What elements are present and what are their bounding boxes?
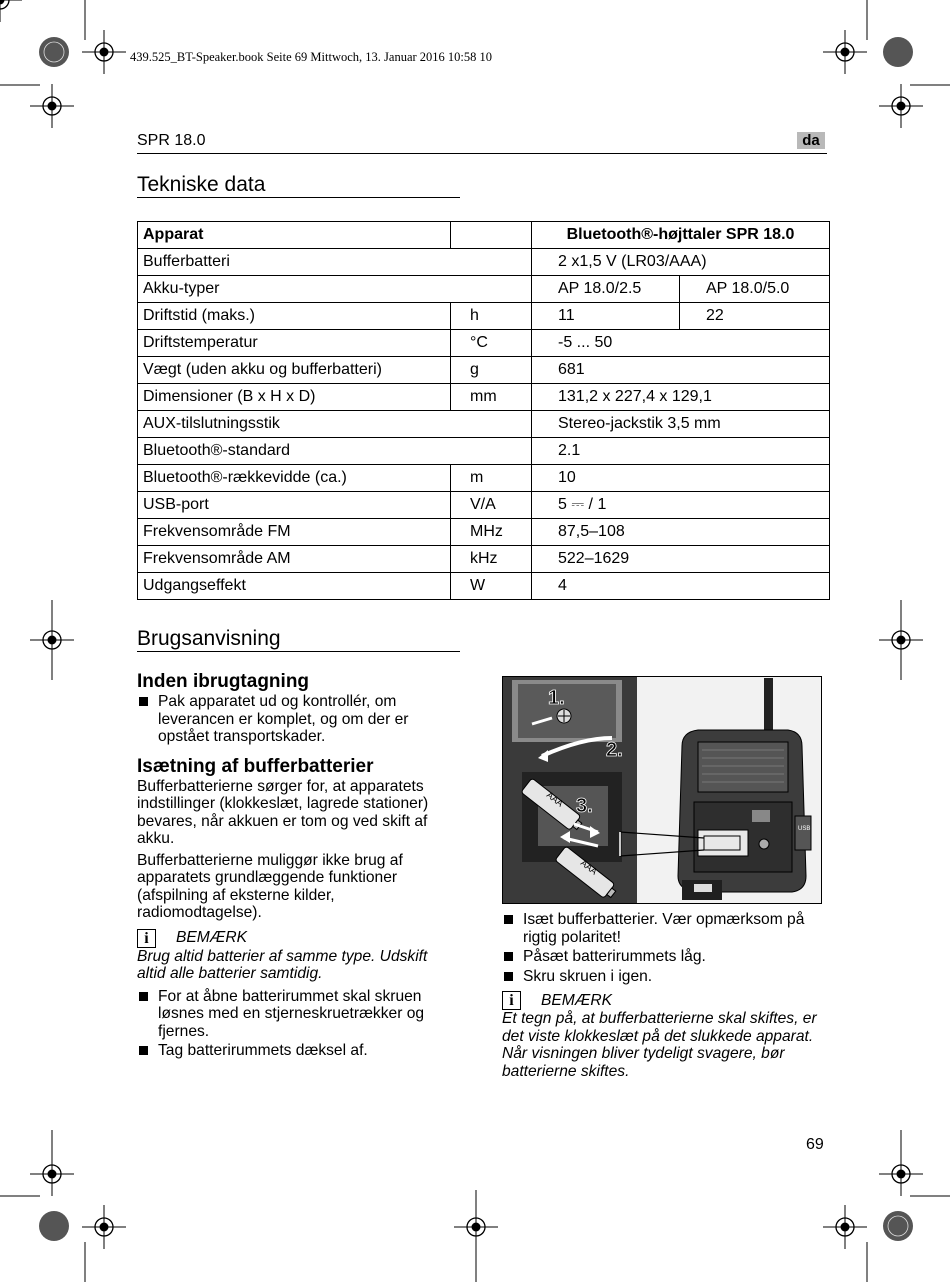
spec-unit: W — [451, 573, 532, 600]
table-row — [138, 573, 830, 600]
page-number: 69 — [806, 1136, 824, 1153]
spec-value: Bluetooth®-højttaler SPR 18.0 — [532, 222, 830, 249]
spec-unit: m — [451, 465, 532, 492]
spec-unit — [451, 222, 532, 249]
heading-first-use: Inden ibrugtagning — [137, 671, 310, 692]
spec-value: 681 — [532, 357, 830, 384]
spec-label: Driftstid (maks.) — [138, 303, 451, 330]
note-body: Brug altid batterier af samme type. Udskift altid alle batterier samtidig. — [137, 947, 428, 982]
spec-value: AP 18.0/2.5 — [532, 276, 680, 303]
info-icon: i — [502, 991, 521, 1010]
spec-value-2: AP 18.0/5.0 — [680, 276, 830, 303]
square-bullet-icon — [139, 697, 148, 706]
language-badge: da — [797, 132, 825, 149]
spec-label: Bluetooth®-rækkevidde (ca.) — [138, 465, 451, 492]
left-column — [137, 671, 457, 1060]
table-row — [138, 519, 830, 546]
note-body: Et tegn på, at bufferbatterierne skal skiftes, er det viste klokkeslæt på det slukkede apparat. Når visningen bliver tydeligt svagere, bør batterierne skiftes. — [502, 1010, 817, 1080]
spec-value: 522–1629 — [532, 546, 830, 573]
spec-unit: °C — [451, 330, 532, 357]
spec-value: 87,5–108 — [532, 519, 830, 546]
table-row — [138, 438, 830, 465]
battery-label: AAA — [578, 857, 600, 877]
spec-value-2: 22 — [680, 303, 830, 330]
spec-label: Frekvensområde AM — [138, 546, 451, 573]
spec-unit: g — [451, 357, 532, 384]
spec-label: Apparat — [138, 222, 451, 249]
spec-value: -5 ... 50 — [532, 330, 830, 357]
table-row — [138, 465, 830, 492]
print-info: 439.525_BT-Speaker.book Seite 69 Mittwoch, 13. Januar 2016 10:58 10 — [130, 50, 493, 64]
table-row — [138, 330, 830, 357]
battery-label: AAA — [544, 789, 566, 809]
square-bullet-icon — [504, 972, 513, 981]
note-header — [502, 991, 827, 1010]
tech-title-rule — [137, 197, 460, 198]
spec-unit: MHz — [451, 519, 532, 546]
spec-value: 2 x1,5 V (LR03/AAA) — [532, 249, 830, 276]
note-title: BEMÆRK — [176, 929, 248, 946]
square-bullet-icon — [504, 915, 513, 924]
spec-label: AUX-tilslutningsstik — [138, 411, 532, 438]
spec-label: Akku-typer — [138, 276, 532, 303]
table-row — [138, 249, 830, 276]
spec-unit: kHz — [451, 546, 532, 573]
spec-table — [137, 221, 830, 600]
manual-section-title: Brugsanvisning — [137, 627, 281, 650]
table-row — [138, 303, 830, 330]
spec-value: 5 ⎓ / 1 — [532, 492, 830, 519]
table-row — [138, 384, 830, 411]
spec-label: Bluetooth®-standard — [138, 438, 532, 465]
spec-label: Vægt (uden akku og bufferbatteri) — [138, 357, 451, 384]
header-model: SPR 18.0 — [137, 132, 206, 149]
square-bullet-icon — [504, 952, 513, 961]
table-row — [138, 357, 830, 384]
spec-value: 131,2 x 227,4 x 129,1 — [532, 384, 830, 411]
spec-unit: V/A — [451, 492, 532, 519]
manual-title-rule — [137, 651, 460, 652]
heading-battery-insert: Isætning af bufferbatterier — [137, 755, 374, 777]
right-column — [502, 911, 827, 1080]
list-item: Tag batterirummets dæksel af. — [137, 1042, 457, 1060]
paragraph-1: Bufferbatterierne sørger for, at apparatets indstillinger (klokkeslæt, lagrede stationer) bevares, når akkuen er tom og ved skift af akku. — [137, 777, 429, 847]
spec-value: 10 — [532, 465, 830, 492]
battery-insertion-illustration — [502, 676, 822, 904]
note-title: BEMÆRK — [541, 991, 613, 1009]
table-row — [138, 492, 830, 519]
spec-label: Frekvensområde FM — [138, 519, 451, 546]
square-bullet-icon — [139, 992, 148, 1001]
spec-label: USB-port — [138, 492, 451, 519]
list-item: Påsæt batterirummets låg. — [502, 948, 827, 966]
spec-unit: h — [451, 303, 532, 330]
spec-value: 11 — [532, 303, 680, 330]
table-row — [138, 276, 830, 303]
registration-mark-icon — [0, 0, 22, 22]
note-header — [137, 929, 457, 948]
tech-section-title: Tekniske data — [137, 173, 266, 196]
usb-label: USB — [798, 826, 811, 832]
spec-value: Stereo-jackstik 3,5 mm — [532, 411, 830, 438]
square-bullet-icon — [139, 1046, 148, 1055]
spec-label: Dimensioner (B x H x D) — [138, 384, 451, 411]
spec-value: 2.1 — [532, 438, 830, 465]
spec-value: 4 — [532, 573, 830, 600]
spec-label: Udgangseffekt — [138, 573, 451, 600]
list-item: Isæt bufferbatterier. Vær opmærksom på rigtig polaritet! — [502, 911, 827, 946]
table-row — [138, 222, 830, 249]
info-icon: i — [137, 929, 156, 948]
list-item: Pak apparatet ud og kontrollér, om leverancen er komplet, og om der er opstået transportskader. — [137, 693, 457, 746]
spec-label: Driftstemperatur — [138, 330, 451, 357]
list-item: For at åbne batterirummet skal skruen løsnes med en stjerneskruetrækker og fjernes. — [137, 988, 457, 1041]
table-row — [138, 546, 830, 573]
table-row — [138, 411, 830, 438]
step-3-label: 3. — [576, 795, 593, 817]
spec-label: Bufferbatteri — [138, 249, 532, 276]
step-1-label: 1. — [548, 687, 565, 709]
paragraph-2: Bufferbatterierne muliggør ikke brug af apparatets grundlæggende funktioner (afspilning af eksterne kilder, radiomodtagelse). — [137, 851, 403, 921]
list-item: Skru skruen i igen. — [502, 968, 827, 986]
spec-unit: mm — [451, 384, 532, 411]
header-rule — [137, 153, 827, 154]
step-2-label: 2. — [606, 739, 623, 761]
